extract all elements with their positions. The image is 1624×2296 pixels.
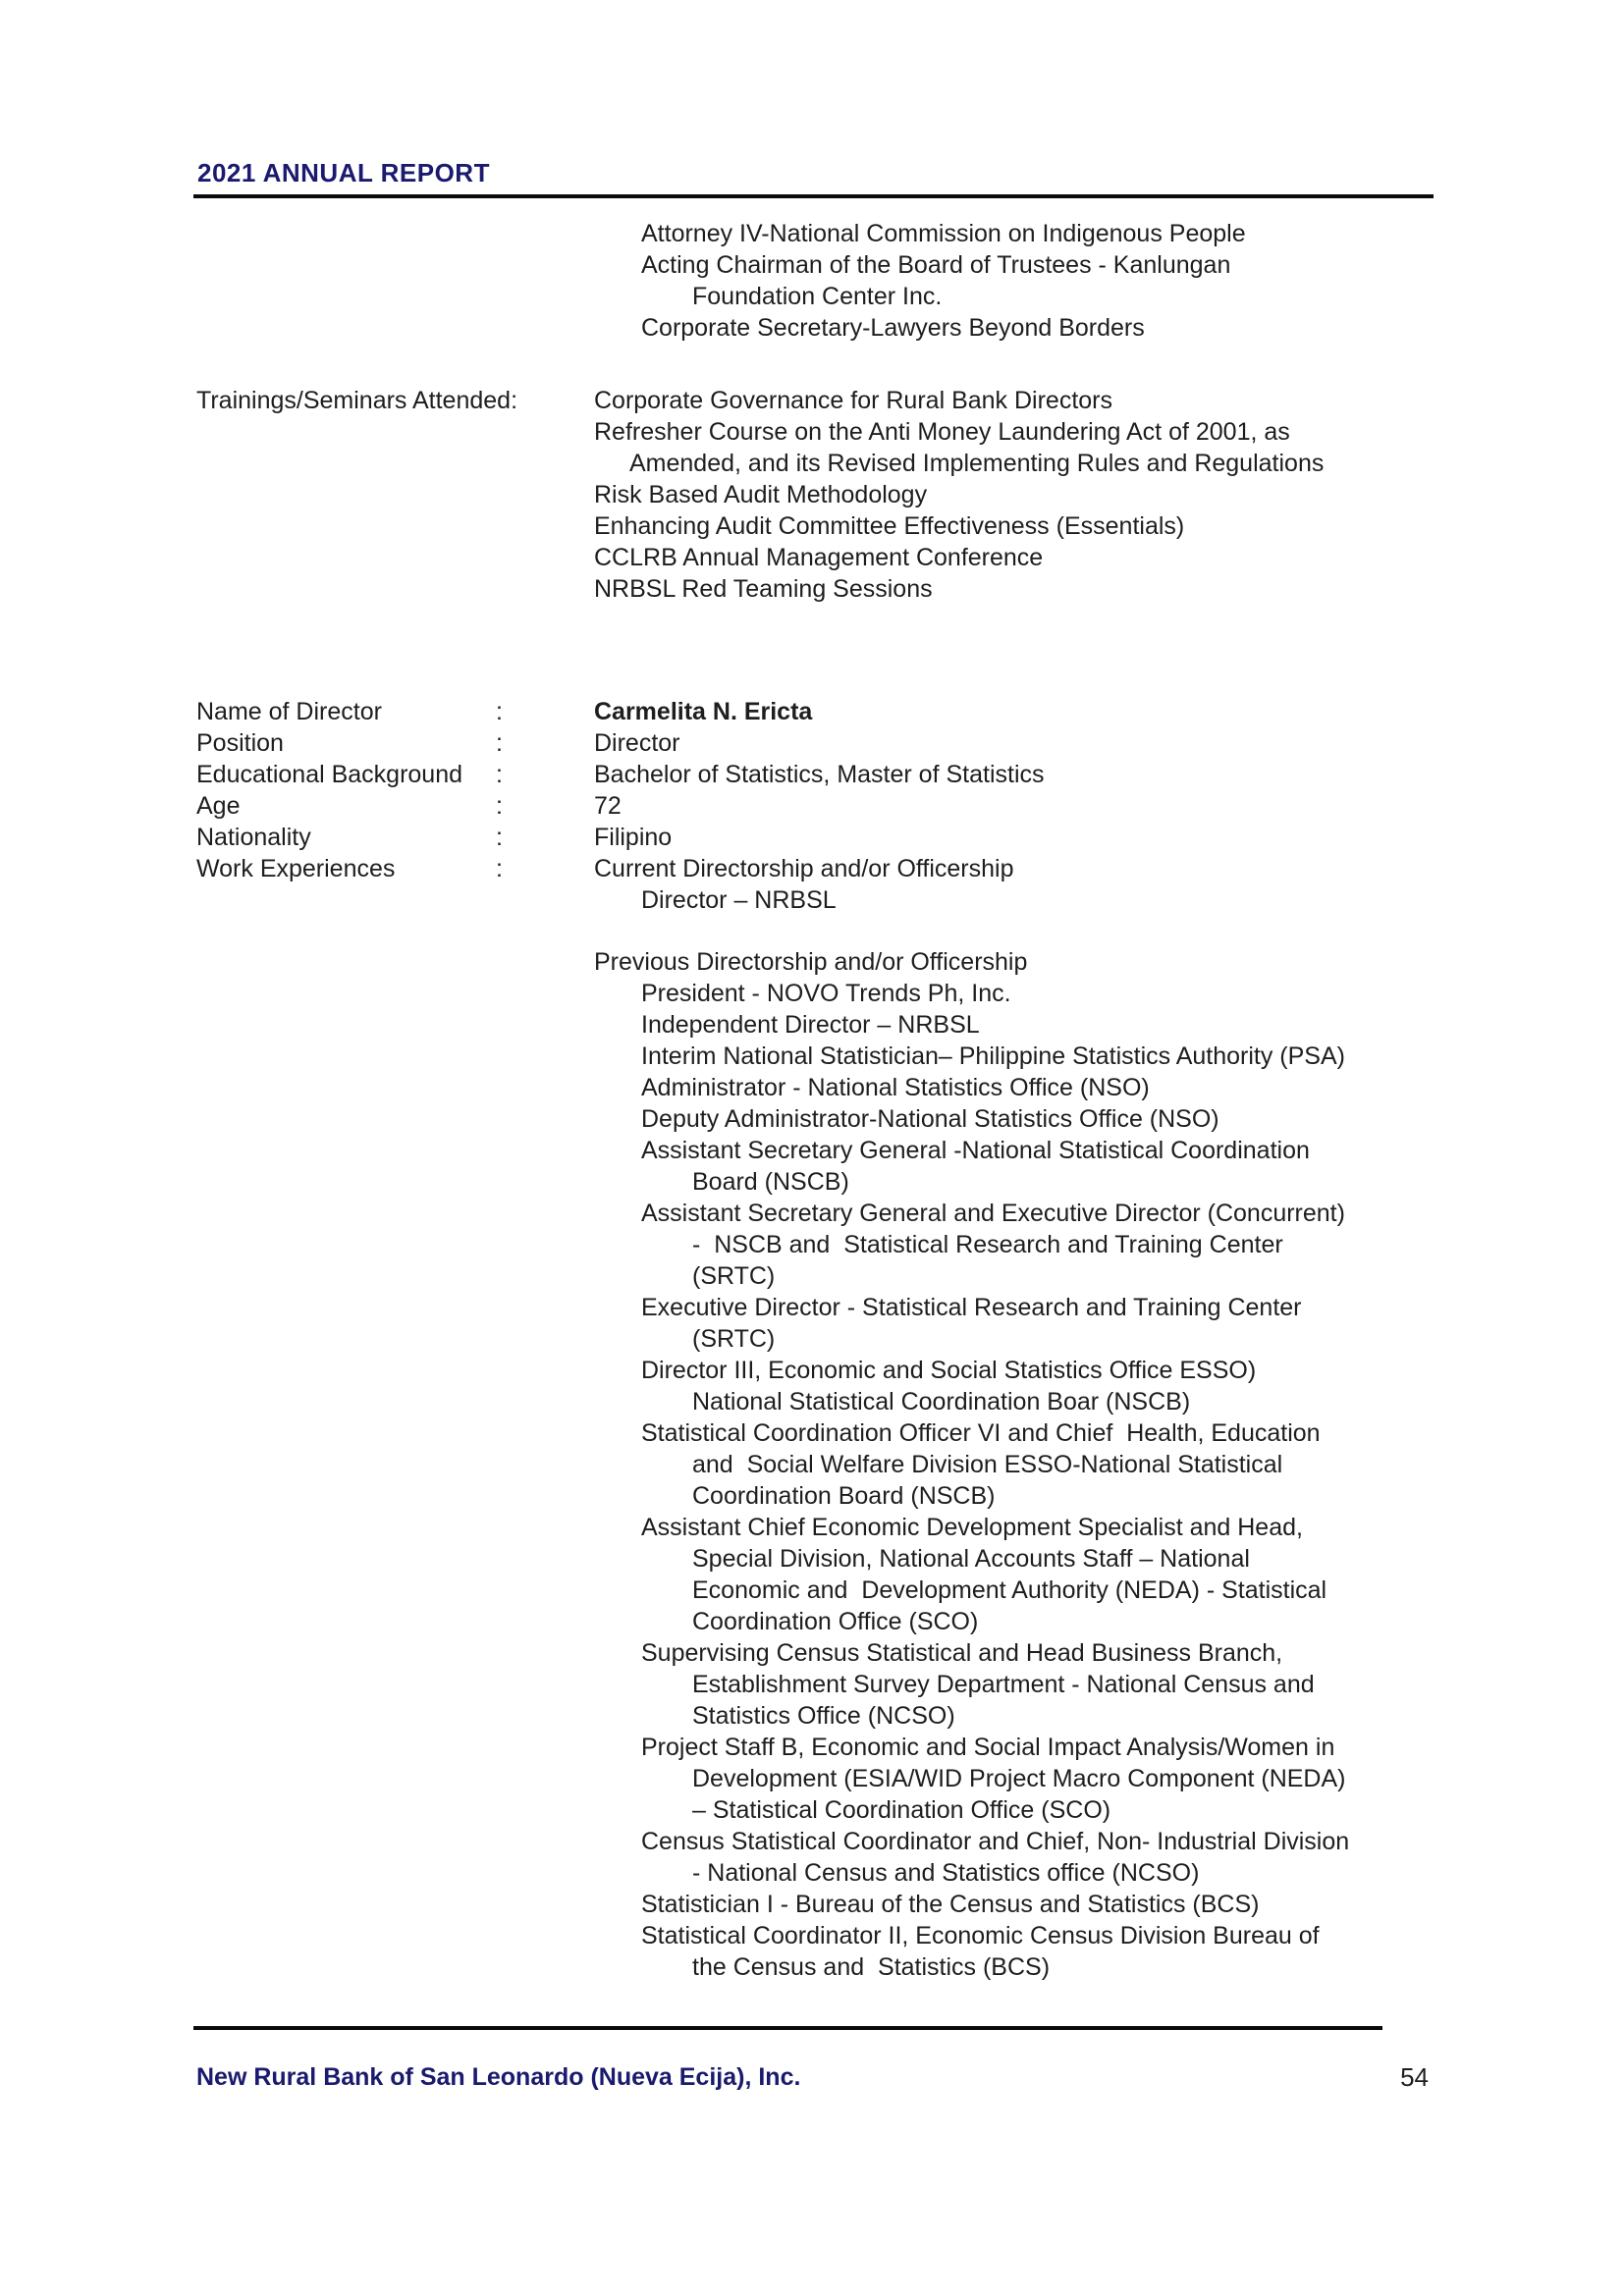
previous-position-line: (SRTC): [692, 1325, 776, 1353]
field-value: Carmelita N. Ericta: [594, 698, 813, 725]
work-experience-line: Attorney IV-National Commission on Indigenous People: [641, 220, 1246, 247]
field-value: Filipino: [594, 824, 673, 851]
info-row: [196, 759, 1512, 790]
training-line: CCLRB Annual Management Conference: [594, 544, 1044, 571]
work-experience-continuation-block: [594, 218, 1517, 344]
previous-position-line: Statistical Coordinator II, Economic Census Division Bureau of: [641, 1922, 1320, 1949]
info-row: [196, 696, 1512, 727]
previous-position-line: and Social Welfare Division ESSO-National Statistical: [692, 1451, 1283, 1478]
trainings-list: [594, 385, 1512, 605]
previous-positions-list: [594, 978, 1537, 1983]
previous-position-line: - National Census and Statistics office (NCSO): [692, 1859, 1200, 1887]
field-value: 72: [594, 792, 622, 820]
bank-name: New Rural Bank of San Leonardo (Nueva Ecija), Inc.: [196, 2063, 801, 2091]
field-colon: :: [496, 855, 503, 882]
previous-position-line: Assistant Chief Economic Development Specialist and Head,: [641, 1514, 1303, 1541]
field-colon: :: [496, 761, 503, 788]
info-row: [196, 853, 1512, 884]
footer-rule: [193, 2026, 1382, 2030]
info-row: [196, 822, 1512, 853]
previous-position-line: Special Division, National Accounts Staff – National: [692, 1545, 1250, 1573]
previous-positions-section: [594, 946, 1537, 1983]
previous-position-line: Coordination Office (SCO): [692, 1608, 979, 1635]
field-value: Director: [594, 729, 680, 757]
field-label: Name of Director: [196, 698, 382, 725]
previous-position-line: Executive Director - Statistical Research and Training Center: [641, 1294, 1302, 1321]
work-experience-line: Foundation Center Inc.: [692, 283, 943, 310]
previous-position-line: Independent Director – NRBSL: [641, 1011, 980, 1039]
previous-position-line: Assistant Secretary General and Executive Director (Concurrent): [641, 1200, 1345, 1227]
previous-position-line: Project Staff B, Economic and Social Impact Analysis/Women in: [641, 1734, 1335, 1761]
director-profile: [196, 696, 1512, 916]
previous-position-line: Supervising Census Statistical and Head Business Branch,: [641, 1639, 1283, 1667]
previous-position-line: the Census and Statistics (BCS): [692, 1953, 1051, 1981]
header-rule: [193, 194, 1434, 198]
previous-position-line: Statistics Office (NCSO): [692, 1702, 955, 1730]
page-title: 2021 ANNUAL REPORT: [197, 158, 490, 187]
previous-position-line: Economic and Development Authority (NEDA) - Statistical: [692, 1576, 1327, 1604]
training-line: NRBSL Red Teaming Sessions: [594, 575, 933, 603]
field-label: Age: [196, 792, 241, 820]
work-experience-line: Acting Chairman of the Board of Trustees - Kanlungan: [641, 251, 1231, 279]
previous-position-line: Statistician I - Bureau of the Census and Statistics (BCS): [641, 1891, 1260, 1918]
previous-position-line: (SRTC): [692, 1262, 776, 1290]
field-colon: :: [496, 729, 503, 757]
previous-positions-heading: Previous Directorship and/or Officership: [594, 948, 1028, 976]
page-number: 54: [1400, 2062, 1429, 2092]
training-line: Risk Based Audit Methodology: [594, 481, 928, 508]
field-label: Position: [196, 729, 284, 757]
previous-position-line: Interim National Statistician– Philippine Statistics Authority (PSA): [641, 1042, 1345, 1070]
field-colon: :: [496, 792, 503, 820]
info-row: [196, 727, 1512, 759]
page-footer: [196, 2061, 1429, 2093]
field-value: Current Directorship and/or Officership: [594, 855, 1014, 882]
field-colon: :: [496, 824, 503, 851]
trainings-section: [196, 385, 1512, 605]
current-directorship-lines: [594, 884, 1512, 916]
field-label: Educational Background: [196, 761, 463, 788]
training-line: Refresher Course on the Anti Money Laundering Act of 2001, as: [594, 418, 1290, 446]
field-label: Work Experiences: [196, 855, 396, 882]
current-directorship-line: Director – NRBSL: [641, 886, 837, 914]
previous-position-line: Board (NSCB): [692, 1168, 849, 1196]
field-colon: :: [496, 698, 503, 725]
previous-position-line: Establishment Survey Department - National Census and: [692, 1671, 1315, 1698]
previous-position-line: National Statistical Coordination Boar (NSCB): [692, 1388, 1191, 1415]
training-line: Corporate Governance for Rural Bank Directors: [594, 387, 1113, 414]
previous-position-line: - NSCB and Statistical Research and Training Center: [692, 1231, 1283, 1258]
previous-position-line: Development (ESIA/WID Project Macro Component (NEDA): [692, 1765, 1346, 1792]
previous-position-line: President - NOVO Trends Ph, Inc.: [641, 980, 1011, 1007]
previous-position-line: Census Statistical Coordinator and Chief, Non- Industrial Division: [641, 1828, 1350, 1855]
director-info-rows: [196, 696, 1512, 884]
info-row: [196, 790, 1512, 822]
training-line: Enhancing Audit Committee Effectiveness (Essentials): [594, 512, 1185, 540]
field-label: Nationality: [196, 824, 311, 851]
previous-position-line: Deputy Administrator-National Statistics Office (NSO): [641, 1105, 1219, 1133]
field-value: Bachelor of Statistics, Master of Statistics: [594, 761, 1045, 788]
training-line: Amended, and its Revised Implementing Rules and Regulations: [629, 450, 1325, 477]
previous-position-line: – Statistical Coordination Office (SCO): [692, 1796, 1111, 1824]
previous-position-line: Assistant Secretary General -National Statistical Coordination: [641, 1137, 1310, 1164]
previous-position-line: Statistical Coordination Officer VI and Chief Health, Education: [641, 1419, 1321, 1447]
trainings-label: Trainings/Seminars Attended:: [196, 387, 518, 414]
previous-position-line: Director III, Economic and Social Statistics Office ESSO): [641, 1357, 1257, 1384]
previous-position-line: Administrator - National Statistics Office (NSO): [641, 1074, 1150, 1101]
work-experience-line: Corporate Secretary-Lawyers Beyond Borders: [641, 314, 1145, 342]
previous-position-line: Coordination Board (NSCB): [692, 1482, 996, 1510]
